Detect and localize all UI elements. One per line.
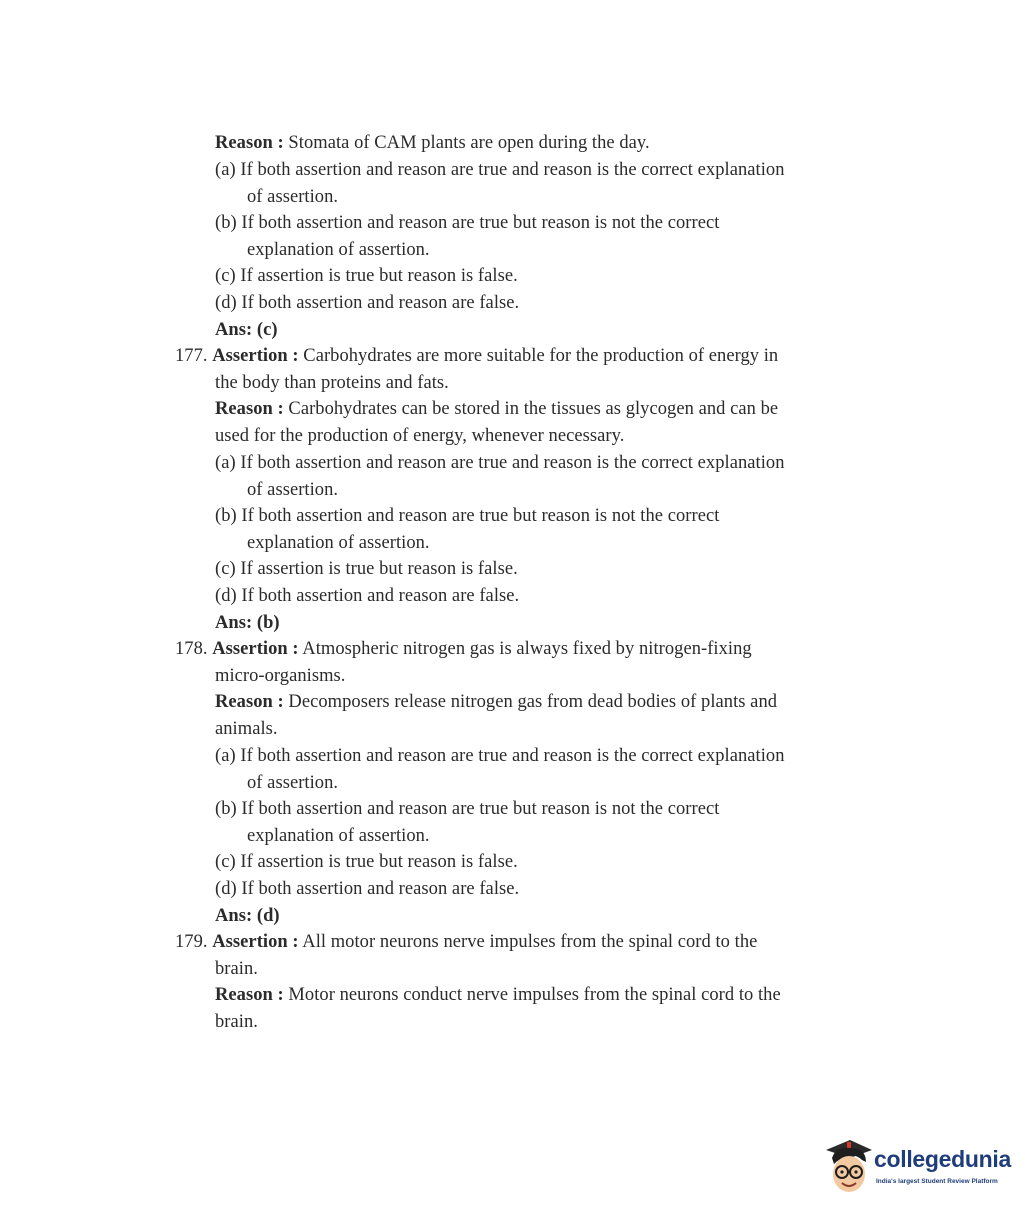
- reason-label: Reason :: [215, 985, 284, 1005]
- option-b-176: (b) If both assertion and reason are true but reason is not the correct: [215, 213, 720, 233]
- option-b-178-cont: explanation of assertion.: [247, 826, 430, 846]
- option-a-176-cont: of assertion.: [247, 187, 339, 207]
- option-b-176-cont: explanation of assertion.: [247, 240, 430, 260]
- reason-177-cont: used for the production of energy, whenever necessary.: [215, 426, 625, 446]
- assertion-text: Atmospheric nitrogen gas is always fixed by nitrogen-fixing: [298, 639, 752, 659]
- option-b-178: (b) If both assertion and reason are true but reason is not the correct: [215, 799, 720, 819]
- reason-178: [215, 690, 777, 714]
- assertion-179-cont: brain.: [215, 959, 258, 979]
- reason-177: [215, 397, 778, 421]
- assertion-text: All motor neurons nerve impulses from the spinal cord to the: [298, 932, 758, 952]
- assertion-label: Assertion :: [212, 932, 299, 952]
- option-a-178-cont: of assertion.: [247, 773, 339, 793]
- option-b-177: (b) If both assertion and reason are true but reason is not the correct: [215, 506, 720, 526]
- question-178: [175, 637, 752, 661]
- reason-text: Decomposers release nitrogen gas from dead bodies of plants and: [283, 692, 778, 712]
- collegedunia-logo: [822, 1136, 1012, 1198]
- option-b-177-cont: explanation of assertion.: [247, 533, 430, 553]
- reason-179: [215, 983, 781, 1007]
- reason-text: Motor neurons conduct nerve impulses from the spinal cord to the: [283, 985, 781, 1005]
- option-c-176: (c) If assertion is true but reason is false.: [215, 266, 518, 286]
- question-177: [175, 344, 778, 368]
- reason-text: Stomata of CAM plants are open during the day.: [283, 133, 650, 153]
- option-d-176: (d) If both assertion and reason are false.: [215, 293, 520, 313]
- brand-tagline: India's largest Student Review Platform: [876, 1178, 998, 1185]
- question-179: [175, 930, 757, 954]
- reason-text: Carbohydrates can be stored in the tissues as glycogen and can be: [283, 399, 779, 419]
- option-d-178: (d) If both assertion and reason are false.: [215, 879, 520, 899]
- question-number: 177.: [175, 346, 208, 366]
- assertion-text: Carbohydrates are more suitable for the production of energy in: [298, 346, 779, 366]
- question-number: 178.: [175, 639, 208, 659]
- reason-179-cont: brain.: [215, 1012, 258, 1032]
- assertion-178-cont: micro-organisms.: [215, 666, 346, 686]
- reason-176: [215, 131, 650, 155]
- assertion-label: Assertion :: [212, 346, 299, 366]
- answer-178: Ans: (d): [215, 906, 280, 926]
- reason-178-cont: animals.: [215, 719, 278, 739]
- assertion-label: Assertion :: [212, 639, 299, 659]
- reason-label: Reason :: [215, 399, 284, 419]
- brand-name: collegedunia: [874, 1146, 1011, 1172]
- mascot-icon: [822, 1136, 874, 1198]
- reason-label: Reason :: [215, 692, 284, 712]
- option-d-177: (d) If both assertion and reason are false.: [215, 586, 520, 606]
- option-a-178: (a) If both assertion and reason are true and reason is the correct explanation: [215, 746, 785, 766]
- option-c-177: (c) If assertion is true but reason is false.: [215, 559, 518, 579]
- answer-176: Ans: (c): [215, 320, 278, 340]
- reason-label: Reason :: [215, 133, 284, 153]
- question-number: 179.: [175, 932, 208, 952]
- option-a-177-cont: of assertion.: [247, 480, 339, 500]
- option-a-177: (a) If both assertion and reason are true and reason is the correct explanation: [215, 453, 785, 473]
- assertion-177-cont: the body than proteins and fats.: [215, 373, 449, 393]
- answer-177: Ans: (b): [215, 613, 280, 633]
- option-c-178: (c) If assertion is true but reason is false.: [215, 852, 518, 872]
- option-a-176: (a) If both assertion and reason are true and reason is the correct explanation: [215, 160, 785, 180]
